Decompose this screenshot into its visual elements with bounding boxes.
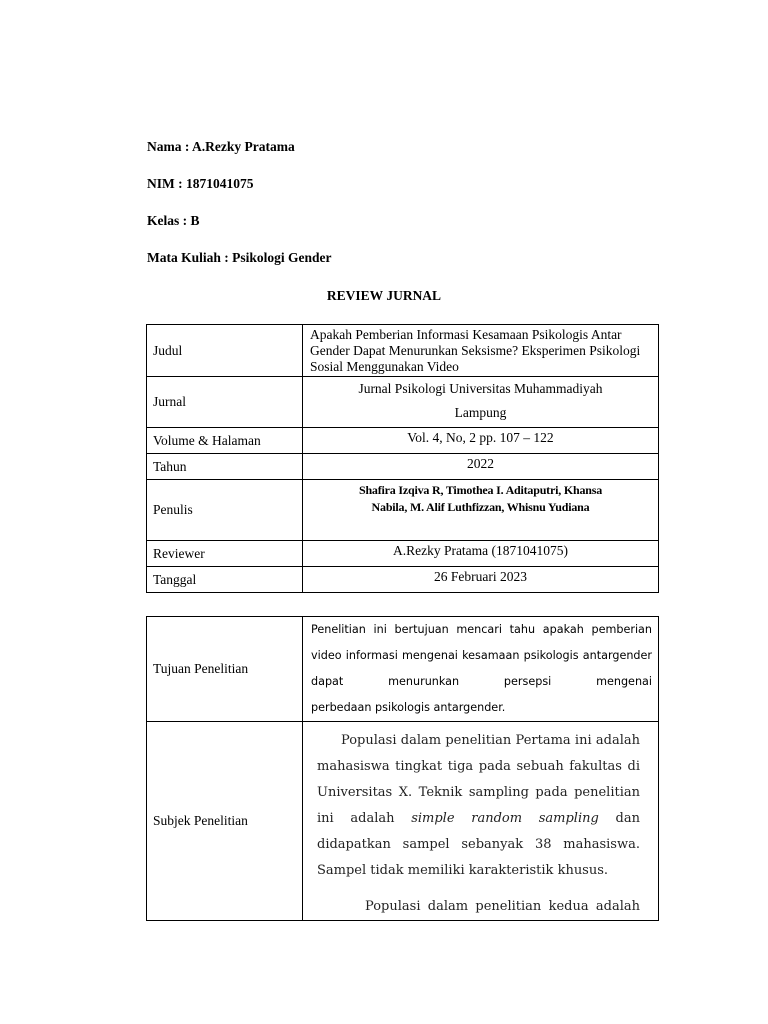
student-nim: NIM : 1871041075 — [147, 176, 254, 191]
penulis-label: Penulis — [147, 480, 303, 541]
row-tujuan — [147, 617, 659, 722]
reviewer-value: A.Rezky Pratama (1871041075) — [303, 541, 659, 567]
jurnal-label: Jurnal — [147, 377, 303, 428]
tanggal-label: Tanggal — [147, 567, 303, 593]
row-tanggal — [147, 567, 659, 593]
tujuan-value — [303, 617, 659, 722]
student-name: Nama : A.Rezky Pratama — [147, 139, 295, 154]
row-judul — [147, 325, 659, 377]
jurnal-line-2: Lampung — [454, 405, 507, 420]
penulis-line-1: Shafira Izqiva R, Timothea I. Aditaputri, Khansa — [358, 483, 602, 497]
tujuan-label: Tujuan Penelitian — [147, 617, 303, 722]
judul-label: Judul — [147, 325, 303, 377]
research-detail-table — [146, 616, 659, 921]
student-class: Kelas : B — [147, 213, 200, 228]
penulis-value — [303, 480, 659, 541]
subjek-text-b: dan didapatkan sampel sebanyak 38 mahasiswa. Sampel tidak memiliki karakteristik khusus. — [317, 811, 640, 878]
volume-value: Vol. 4, No, 2 pp. 107 – 122 — [303, 428, 659, 454]
tujuan-text-last: perbedaan psikologis antargender. — [311, 701, 506, 714]
jurnal-value — [303, 377, 659, 428]
penulis-line-2: Nabila, M. Alif Luthfizzan, Whisnu Yudiana — [371, 500, 590, 514]
subjek-text-em: simple random sampling — [411, 811, 599, 826]
row-jurnal — [147, 377, 659, 428]
jurnal-line-1: Jurnal Psikologi Universitas Muhammadiyah — [358, 381, 603, 396]
document-title: REVIEW JURNAL — [326, 288, 442, 303]
tanggal-value: 26 Februari 2023 — [303, 567, 659, 593]
subjek-label: Subjek Penelitian — [147, 722, 303, 921]
row-tahun — [147, 454, 659, 480]
volume-label: Volume & Halaman — [147, 428, 303, 454]
row-subjek — [147, 722, 659, 921]
tahun-value: 2022 — [303, 454, 659, 480]
subjek-paragraph-1 — [317, 728, 640, 884]
reviewer-label: Reviewer — [147, 541, 303, 567]
row-penulis — [147, 480, 659, 541]
tujuan-text: Penelitian ini bertujuan mencari tahu apakah pemberian video informasi mengenai kesamaan psikologis antargender dapat menurunkan persepsi mengenai — [311, 623, 652, 688]
subjek-value — [303, 722, 659, 921]
course-name: Mata Kuliah : Psikologi Gender — [147, 250, 332, 265]
judul-value: Apakah Pemberian Informasi Kesamaan Psikologis Antar Gender Dapat Menurunkan Seksisme? Eksperimen Psikologi Sosial Menggunakan Video — [303, 325, 659, 377]
tahun-label: Tahun — [147, 454, 303, 480]
row-reviewer — [147, 541, 659, 567]
journal-info-table — [146, 324, 659, 593]
row-volume — [147, 428, 659, 454]
subjek-text-a: Populasi dalam penelitian Pertama ini adalah mahasiswa tingkat tiga pada sebuah fakultas di Universitas X. Teknik sampling pada penelitian ini adalah — [317, 733, 640, 826]
subjek-paragraph-2: Populasi dalam penelitian kedua adalah — [365, 899, 640, 914]
